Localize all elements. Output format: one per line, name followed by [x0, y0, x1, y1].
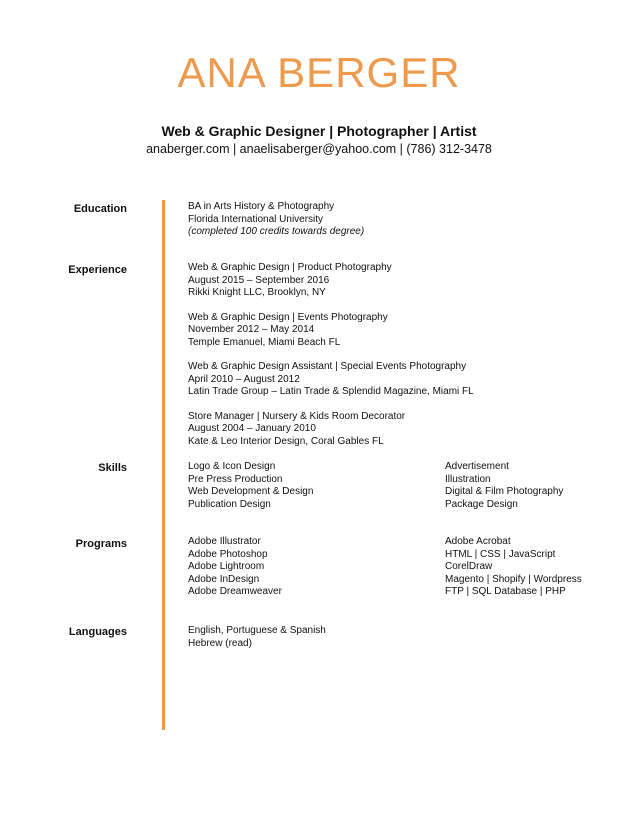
program-item: Adobe Photoshop [188, 548, 268, 560]
program-item: Adobe Lightroom [188, 561, 265, 572]
skill-item: Web Development & Design [188, 486, 314, 497]
program-item: CorelDraw [445, 561, 493, 572]
skill-item: Pre Press Production [188, 473, 283, 485]
job-title: Web & Graphic Design | Events Photography [188, 311, 388, 323]
skill-item: Illustration [445, 473, 491, 485]
job-dates: November 2012 – May 2014 [188, 324, 315, 335]
program-item: Adobe InDesign [188, 573, 260, 585]
job-entry [188, 262, 474, 300]
experience-label: Experience [68, 264, 127, 276]
program-item: Adobe Dreamweaver [188, 586, 282, 597]
program-item: Adobe Illustrator [188, 536, 261, 547]
education-label: Education [73, 203, 127, 215]
language-item: Hebrew (read) [188, 637, 252, 649]
job-employer: Rikki Knight LLC, Brooklyn, NY [188, 287, 326, 298]
experience-content [188, 262, 474, 460]
education-line: BA in Arts History & Photography [188, 201, 335, 212]
section-divider [162, 200, 165, 730]
job-title: Store Manager | Nursery & Kids Room Decorator [188, 410, 406, 422]
programs-label: Programs [75, 538, 127, 550]
education-content [188, 201, 364, 239]
skill-item: Package Design [445, 498, 518, 510]
languages-label: Languages [68, 626, 127, 638]
program-item: Adobe Acrobat [445, 536, 511, 547]
job-dates: August 2004 – January 2010 [188, 423, 316, 434]
education-line: Florida International University [188, 213, 324, 225]
skill-item: Publication Design [188, 498, 271, 510]
languages-content [188, 625, 326, 650]
program-item: FTP | SQL Database | PHP [445, 586, 566, 597]
job-title: Web & Graphic Design Assistant | Special Events Photography [188, 361, 467, 372]
job-dates: August 2015 – September 2016 [188, 274, 330, 286]
program-item: Magento | Shopify | Wordpress [445, 573, 582, 585]
skills-label: Skills [98, 462, 127, 474]
job-entry [188, 312, 474, 350]
job-employer: Latin Trade Group – Latin Trade & Splendid Magazine, Miami FL [188, 386, 474, 397]
education-note: (completed 100 credits towards degree) [188, 226, 365, 237]
skills-left [188, 461, 313, 511]
contact-info: anaberger.com | anaelisaberger@yahoo.com | (786) 312-3478 [146, 142, 492, 156]
resume-name: ANA BERGER [177, 49, 461, 96]
job-entry [188, 361, 474, 399]
skill-item: Advertisement [445, 461, 509, 472]
job-dates: April 2010 – August 2012 [188, 373, 300, 385]
job-employer: Temple Emanuel, Miami Beach FL [188, 336, 341, 348]
skill-item: Logo & Icon Design [188, 461, 276, 472]
language-item: English, Portuguese & Spanish [188, 625, 326, 636]
job-title: Web & Graphic Design | Product Photography [188, 262, 392, 273]
skill-item: Digital & Film Photography [445, 486, 564, 497]
job-employer: Kate & Leo Interior Design, Coral Gables FL [188, 435, 384, 447]
programs-right [445, 536, 582, 599]
programs-left [188, 536, 282, 599]
program-item: HTML | CSS | JavaScript [445, 548, 556, 560]
job-entry [188, 411, 474, 449]
resume-tagline: Web & Graphic Designer | Photographer | Artist [161, 123, 477, 139]
skills-right [445, 461, 563, 511]
